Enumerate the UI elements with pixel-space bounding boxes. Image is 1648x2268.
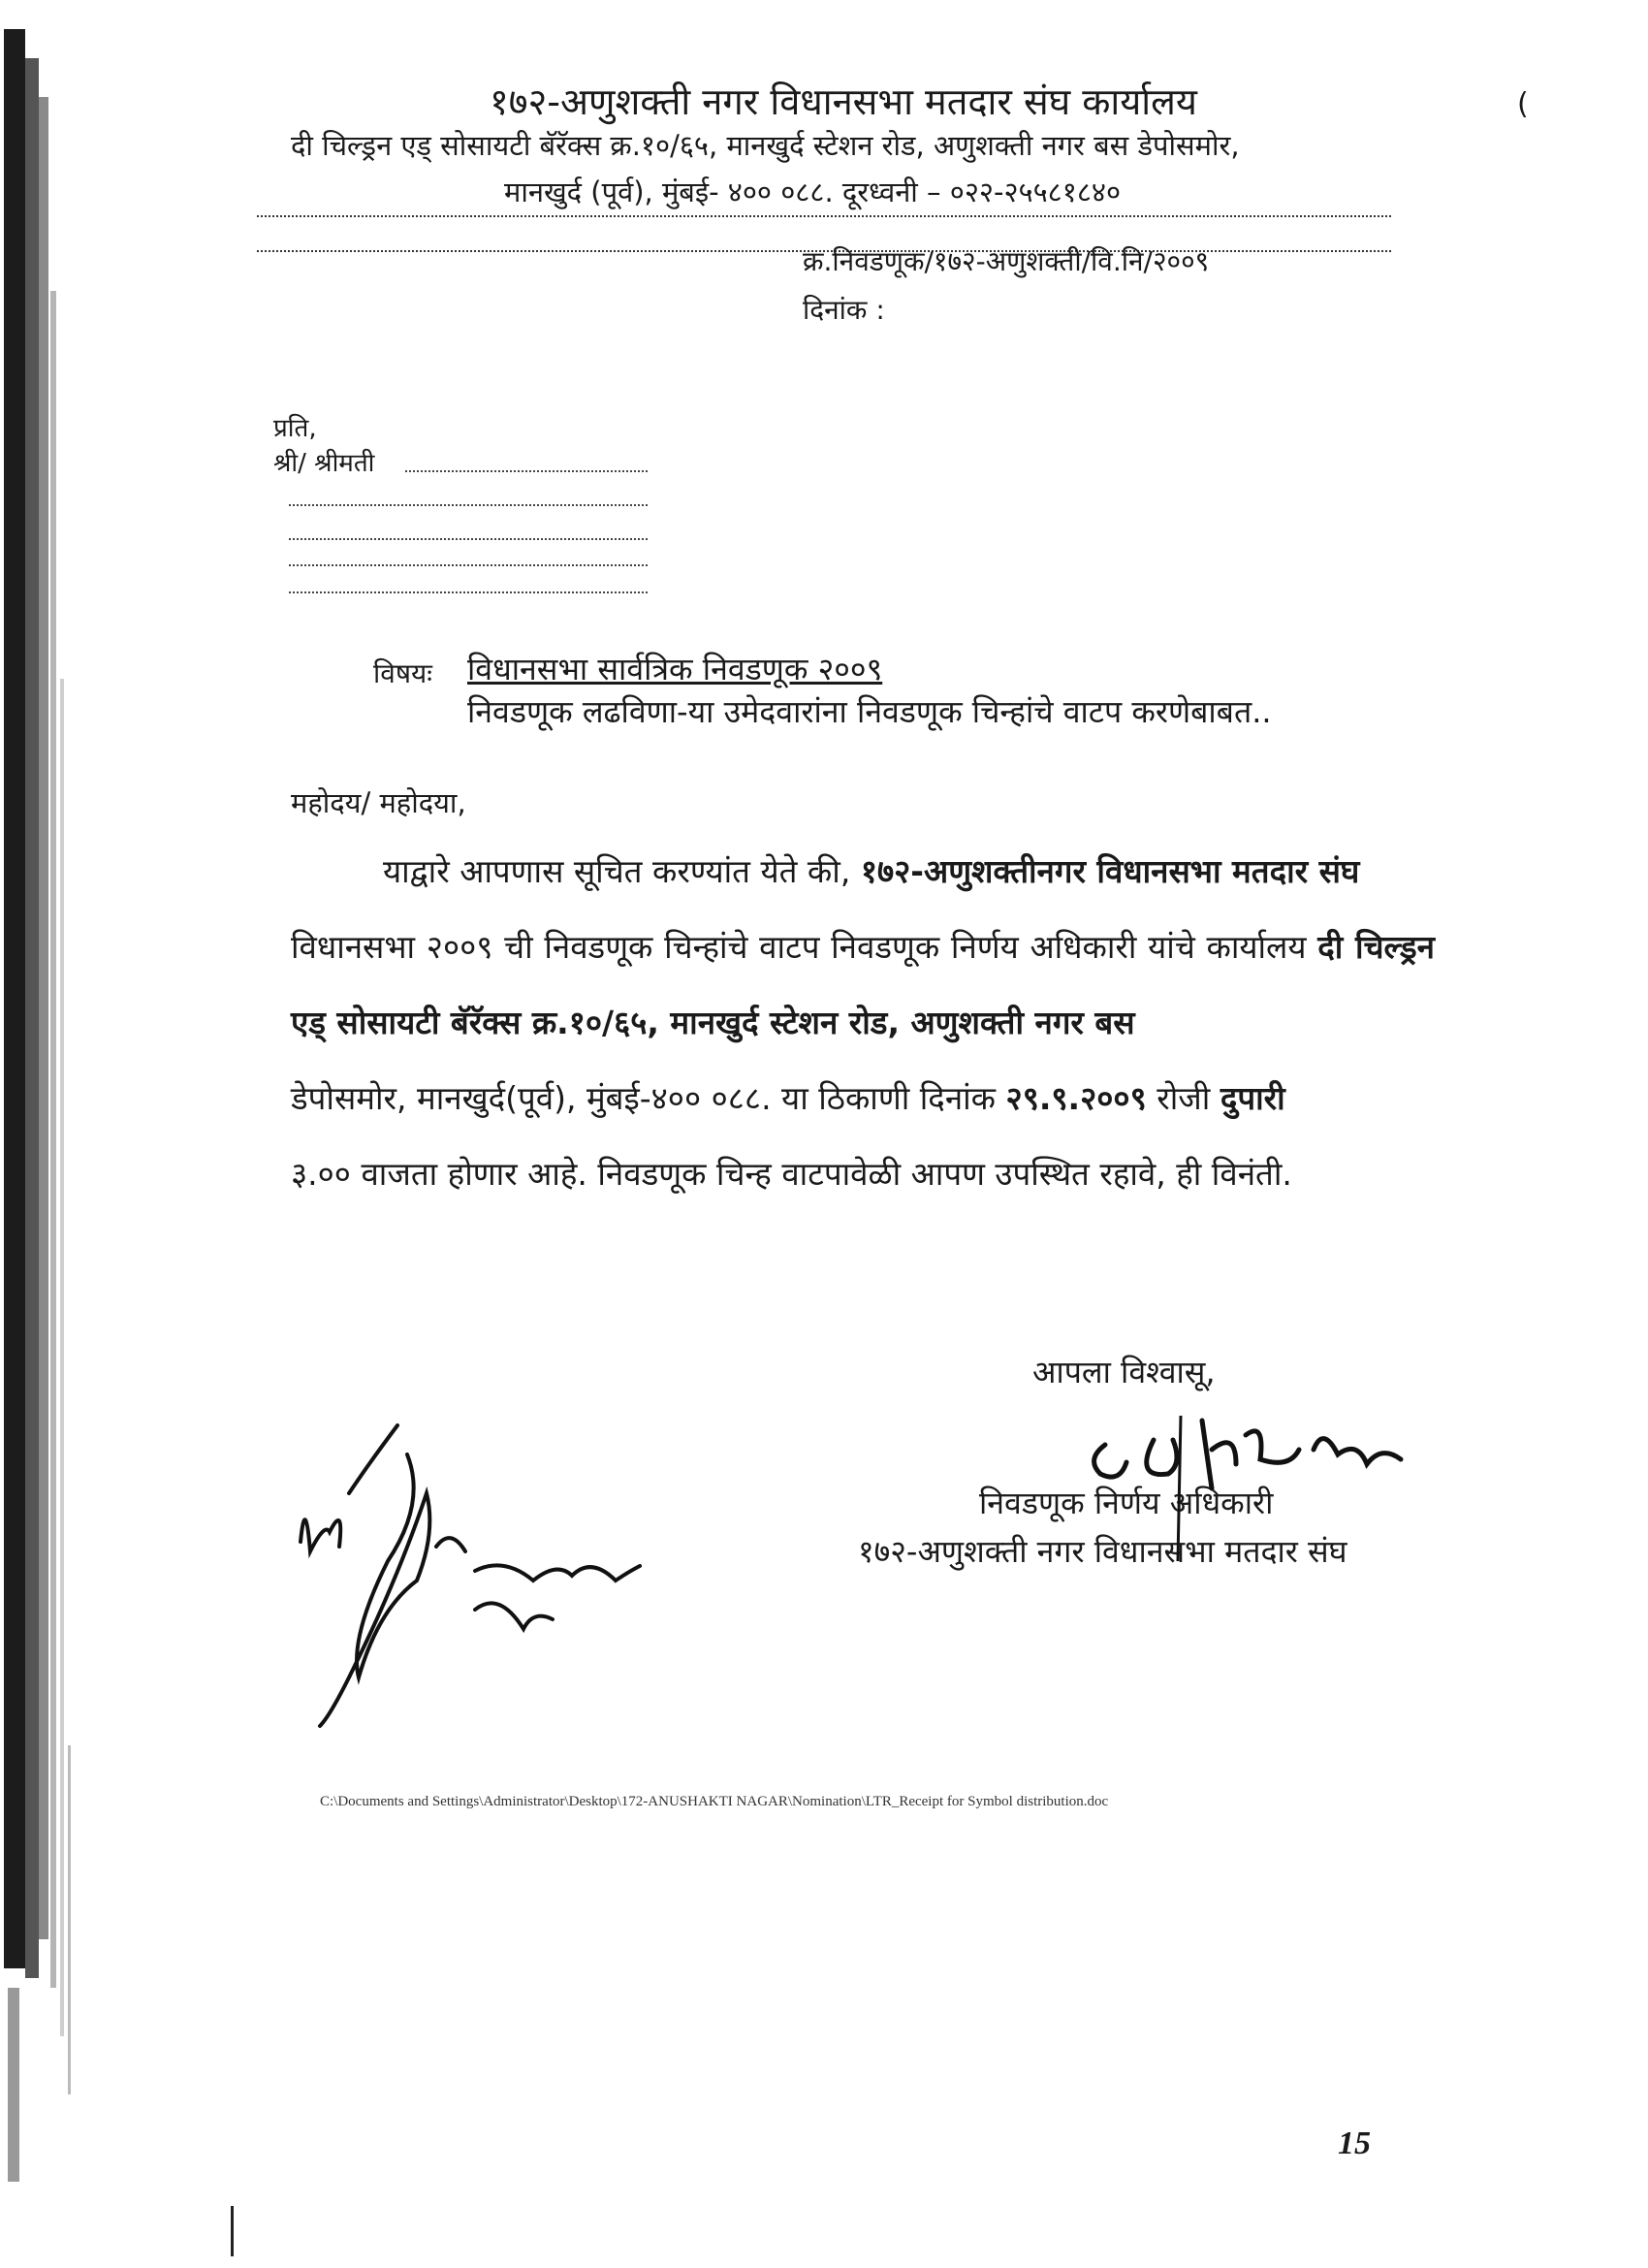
body-p4: ३.०० वाजता होणार आहे. निवडणूक चिन्ह वाटपावेळी आपण उपस्थित रहावे, ही विनंती. [291,1155,1292,1193]
page-number: 15 [1338,2125,1371,2161]
body-p1-bold: १७२-अणुशक्तीनगर विधानसभा मतदार संघ [860,852,1360,890]
letter-body [291,834,1435,1212]
candidate-signature [281,1387,669,1736]
scanned-binding-edge [0,0,92,2268]
date-label: दिनांक : [803,294,885,326]
officer-designation: निवडणूक निर्णय अधिकारी [979,1485,1274,1521]
recipient-name-line [405,470,648,472]
recipient-address-line-1 [289,504,648,506]
recipient-address-line-4 [289,591,648,593]
salutation: महोदय/ महोदया, [291,786,466,819]
reference-number: क्र.निवडणूक/१७२-अणुशक्ती/वि.नि/२००९ [803,245,1210,277]
address-line-2: मानखुर्द (पूर्व), मुंबई- ४०० ०८८. दूरध्वनी – ०२२-२५५८१८४० [504,176,1122,208]
recipient-address-line-3 [289,564,648,566]
subject-title: विधानसभा सार्वत्रिक निवडणूक २००९ [467,651,883,687]
header-divider [257,215,1391,217]
recipient-address-line-2 [289,538,648,540]
to-label: प्रति, [273,414,317,443]
body-p3-date: २९.९.२००९ [1005,1079,1147,1117]
edge-mark: ( [1517,87,1529,121]
body-p1: याद्वारे आपणास सूचित करण्यांत येते की, [383,852,851,890]
body-p3: डेपोसमोर, मानखुर्द(पूर्व), मुंबई-४०० ०८८. या ठिकाणी दिनांक [291,1079,997,1117]
recipient-name-label: श्री/ श्रीमती [273,449,375,478]
body-p2: विधानसभा २००९ ची निवडणूक चिन्हांचे वाटप निवडणूक निर्णय अधिकारी यांचे कार्यालय [291,928,1307,966]
body-p3-roji: रोजी [1157,1079,1211,1117]
subject-label: विषयः [373,657,432,689]
valediction: आपला विश्वासू, [1032,1354,1216,1390]
body-p2-bold: दी चिल्ड्रन एड् सोसायटी बॅरॅक्स क्र.१०/६५, मानखुर्द स्टेशन रोड, अणुशक्ती नगर बस [291,928,1435,1041]
constituency-name: १७२-अणुशक्ती नगर विधानसभा मतदार संघ [858,1533,1347,1570]
officer-signature [1066,1387,1454,1581]
subject-detail: निवडणूक लढविणा-या उमेदवारांना निवडणूक चिन्हांचे वाटप करणेबाबत.. [467,693,1272,730]
file-path: C:\Documents and Settings\Administrator\Desktop\172-ANUSHAKTI NAGAR\Nomination\LTR_Receipt for Symbol distribution.doc [320,1794,1109,1809]
body-p3-afternoon: दुपारी [1220,1079,1285,1117]
office-title: १७२-अणुशक्ती नगर विधानसभा मतदार संघ कार्यालय [490,80,1197,123]
address-line-1: दी चिल्ड्रन एड् सोसायटी बॅरॅक्स क्र.१०/६५, मानखुर्द स्टेशन रोड, अणुशक्ती नगर बस डेपोसमोर, [291,129,1240,162]
binding-mark [231,2206,234,2256]
